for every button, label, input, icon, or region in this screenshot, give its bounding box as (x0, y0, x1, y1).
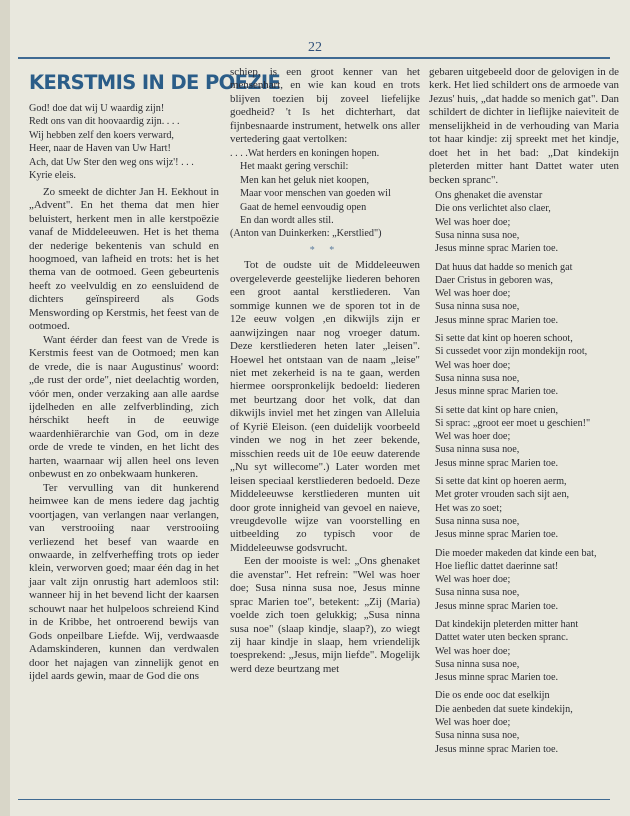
verse-attribution: (Anton van Duinkerken: „Kerstlied") (230, 228, 382, 240)
song-line: Susa ninna susa noe, (435, 444, 520, 456)
song-line: Jesus minne sprac Marien toe. (435, 457, 559, 469)
song-line: Jesus minne sprac Marien toe. (435, 600, 559, 612)
song-line: Wel was hoer doe; (435, 645, 511, 657)
song-line: Jesus minne sprac Marien toe. (435, 243, 559, 255)
verse-line: Wij hebben zelf den koers verward, (29, 129, 174, 141)
song-line: Dat kindekijn pleterden mitter hant (435, 618, 579, 630)
song-stanza (429, 547, 619, 613)
verse-line: Men kan het geluk niet koopen, (240, 174, 370, 186)
verse-line: Het maakt gering verschil: (240, 161, 349, 173)
song-line: Wel was hoer doe; (435, 288, 511, 300)
paragraph: Want éérder dan feest van de Vrede is Kerstmis feest van de Ootmoed; men kan de vrede, die is naar Augustinus' woord: „de rust der orde", niet deelachtig worden, vóór men, onder verzaking aan alle aardse ijdelheden en alle zelfverblinding, zich hérschikt heeft in de eeuwige waardenhiërarchie van God, om in deze orde de vrede te vinden, en het licht des harten, waarnaar wij allen heel ons leven onbewust en zo onbekwaam hunkeren. (29, 333, 219, 481)
song-line: Susa ninna susa noe, (435, 301, 520, 313)
verse-line: Maar voor menschen van goeden wil (240, 188, 391, 200)
column-2 (230, 66, 420, 676)
song-line: Wel was hoer doe; (435, 431, 511, 443)
song-line: Hoe lieflic dattet daerinne sat! (435, 560, 559, 572)
song-line: Ons ghenaket die avenstar (435, 190, 543, 202)
verse-line: Heer, naar de Haven van Uw Hart! (29, 143, 171, 155)
song-line: Susa ninna susa noe, (435, 229, 520, 241)
page-number: 22 (308, 40, 322, 55)
column-3 (429, 66, 619, 761)
song-line: Daer Cristus in geboren was, (435, 274, 553, 286)
song-stanza (429, 332, 619, 398)
verse-line: Redt ons van dit hoovaardig zijn. . . . (29, 116, 180, 128)
paragraph: gebaren uitgebeeld door de gelovigen in de kerk. Het lied schildert ons de armoede van Jezus' huis, „dat hadde so menich gat". Dan schildert de dichter in lieflijke naieviteit de menselijkheid in de verhouding van Maria tot haar kindje: zij spreekt met het kindje, doet het in het bad: „Dat kindekijn pleterden mitter hant Dattet water uten becken spranc". (429, 66, 619, 186)
verse-line: Gaat de hemel eenvoudig open (240, 201, 367, 213)
song-stanza (429, 618, 619, 684)
song-line: Wel was hoer doe; (435, 717, 511, 729)
song-line: Die moeder makeden dat kinde een bat, (435, 547, 597, 559)
song-line: Met groter vrouden sach sijt aen, (435, 489, 570, 501)
song-line: Susa ninna susa noe, (435, 372, 520, 384)
song-line: Het was zo soet; (435, 502, 503, 514)
song-line: Die aenbeden dat suete kindekijn, (435, 703, 573, 715)
quoted-verse (230, 147, 420, 241)
song-line: Dattet water uten becken spranc. (435, 632, 569, 644)
binding-edge (0, 0, 10, 816)
article-title: KERSTMIS IN DE POEZIE (29, 71, 281, 94)
song-line: Susa ninna susa noe, (435, 515, 520, 527)
paragraph: schiep, is een groot kenner van het mensenhart, en wie kan koud en trots blijven toezien bij zoveel liefelijke goedheid? 't Is het dichterhart, dat fijnbesnaarde instrument, hetwelk ons aller vertedering gaat vertolken: (230, 66, 420, 146)
column-1 (29, 66, 281, 683)
song-stanza (429, 689, 619, 755)
song-line: Wel was hoer doe; (435, 359, 511, 371)
song-line: Susa ninna susa noe, (435, 658, 520, 670)
song-stanza (429, 189, 619, 255)
song-line: Die ons verlichtet also claer, (435, 203, 551, 215)
opening-verse (29, 102, 219, 183)
song-line: Si sette dat kint op hare cnien, (435, 404, 559, 416)
verse-line: En dan wordt alles stil. (240, 214, 334, 226)
song-stanza (429, 261, 619, 327)
paragraph: Tot de oudste uit de Middeleeuwen overgeleverde geestelijke liederen behoren een groot aantal kerstliederen. Van sommige kunnen we de sporen tot in de 12e eeuw volgen ,en dikwijls zijn er aanwijzingen naar nog vroeger datum. Deze kerstliederen heten later „leisen". Hoewel het ontstaan van de naam „leise" niet met zekerheid is na te gaan, werden hiermee oorspronkelijk bedoeld: liederen met beurtzang door het volk, dat dan dikwijls inviel met het zingen van Alleluia of Kyrië Eleison. (een duidelijk voorbeeld vinden we nog in het zeer bekende, misschien reeds uit de 10e eeuw daterende „Nu syt willecome".) Later worden met leisen speciaal kerstliederen bedoeld. Deze Middeleeuwse kerstliederen munten uit door grote innigheid van gevoel en naieve, vreugdevolle wijze van voorstelling en uitbeelding zo typisch voor de Middeleeuwse godsvrucht. (230, 259, 420, 554)
verse-line: God! doe dat wij U waardig zijn! (29, 103, 165, 114)
verse-line: . . . .Wat herders en koningen hopen. (230, 147, 380, 159)
song-stanza (429, 404, 619, 470)
song-line: Susa ninna susa noe, (435, 587, 520, 599)
header-rule (18, 57, 610, 59)
song-line: Die os ende ooc dat eselkijn (435, 690, 550, 702)
song-line: Si cussedet voor zijn mondekijn root, (435, 346, 588, 358)
paragraph: Zo smeekt de dichter Jan H. Eekhout in „Advent". En het thema dat men hier beluistert, herkent men in alle kerstpoëzie vanaf de Middeleeuwen. Het is het thema der nederige bekentenis van schuld en hoogmoed, van lafheid en trots: het is het thema van de ootmoed. Geen gebeurtenis heeft zo veelvuldig en zo eensluidend de dichters geïnspireerd als Gods Menswording op Kerstmis, het feest van de ootmoed. (29, 185, 219, 333)
song-line: Si sette dat kint op hoeren aerm, (435, 476, 567, 488)
song-line: Jesus minne sprac Marien toe. (435, 672, 559, 684)
verse-line: Kyrie eleis. (29, 170, 76, 182)
section-divider: * * (309, 244, 341, 256)
song-line: Jesus minne sprac Marien toe. (435, 386, 559, 398)
song-line: Wel was hoer doe; (435, 574, 511, 586)
song-lyrics (429, 189, 619, 756)
song-stanza (429, 475, 619, 541)
song-line: Susa ninna susa noe, (435, 730, 520, 742)
verse-line: Ach, dat Uw Ster den weg ons wijz'! . . . (29, 156, 194, 168)
song-line: Si sette dat kint op hoeren schoot, (435, 333, 573, 345)
paragraph: Ter vervulling van dit hunkerend heimwee kan de mens iedere dag jachtig voortjagen, van verlangen naar verlangen, van verstrooiing naar verstrooiing verliezend het besef van waarde en onwaarde, in zelfverheffing trots op ieder klein, verworven goed; maar één dag in het jaar valt zijn onrustig hart ademloos stil: wanneer hij in het bevend licht der kaarsen schouwt naar het hulpeloos schreiend Kind in de Kribbe, het ontroerend bewijs van Gods onpeilbare Liefde. Wij, verdwaasde Adamskinderen, kunnen dan verdwalen door het najagen van zinnelijk genot en ijdel aards gewin, maar de God die ons (29, 481, 219, 683)
paragraph: Een der mooiste is wel: „Ons ghenaket die avenstar". Het refrein: "Wel was hoer doe; Susa ninna susa noe, Jesus minne sprac Marien toe", betekent: „Zij (Maria) voelde zich toen gelukkig; „Susa ninna susa noe" (slaap kindje, slaap?), zo wiegt zij haar kindje in slaap, hem vriendelijk toesprekend: „Jesus, mijn liefde". Mogelijk werd deze beurtzang met (230, 555, 420, 675)
song-line: Jesus minne sprac Marien toe. (435, 314, 559, 326)
song-line: Jesus minne sprac Marien toe. (435, 529, 559, 541)
footer-rule (18, 799, 610, 800)
song-line: Wel was hoer doe; (435, 216, 511, 228)
song-line: Jesus minne sprac Marien toe. (435, 743, 559, 755)
song-line: Si sprac: „groot eer moet u geschien!" (435, 417, 591, 429)
song-line: Dat huus dat hadde so menich gat (435, 261, 573, 273)
